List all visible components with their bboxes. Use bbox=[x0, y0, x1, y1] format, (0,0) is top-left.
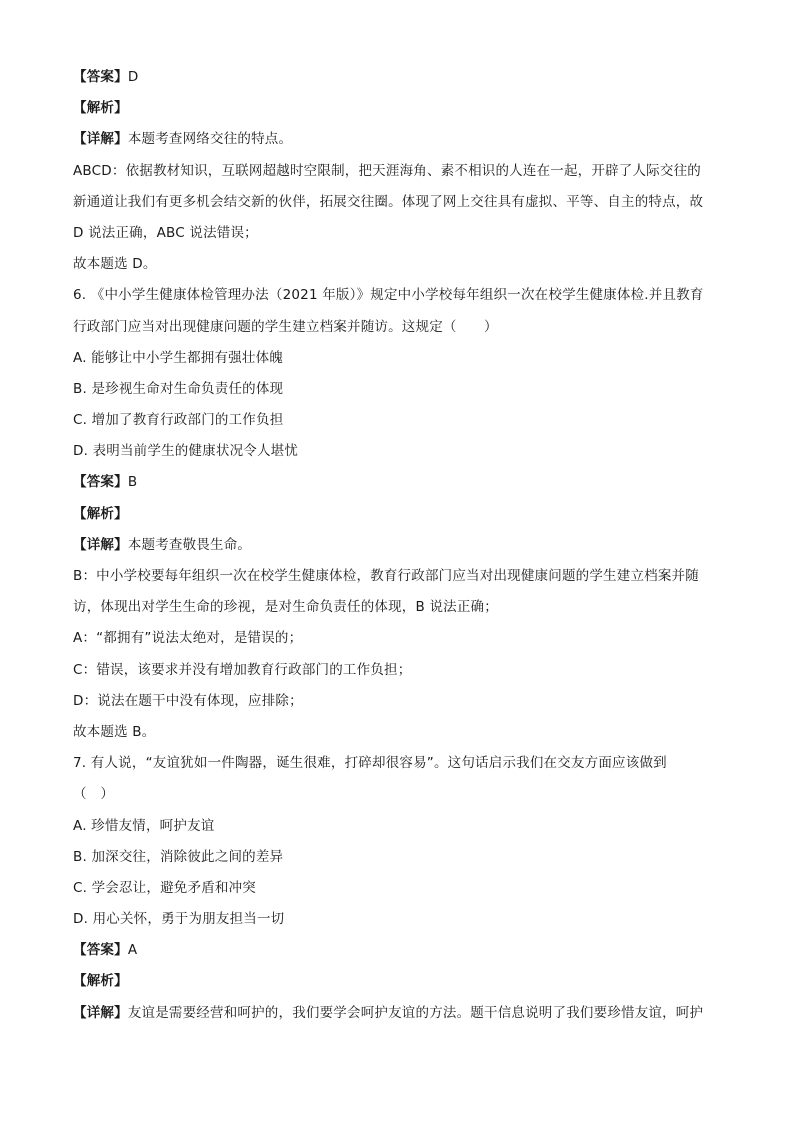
analysis-heading bbox=[73, 93, 723, 124]
answer-value: A bbox=[127, 942, 138, 959]
answer-value: B bbox=[127, 474, 138, 491]
explanation-line: B：中小学校要每年组织一次在校学生健康体检，教育行政部门应当对出现健康问题的学生建立档案并随 bbox=[73, 568, 699, 584]
answer-line bbox=[73, 467, 723, 498]
option-b: B. 是珍视生命对生命负责任的体现 bbox=[73, 380, 284, 397]
detail-tag: 【详解】 bbox=[73, 536, 128, 553]
answer-line bbox=[73, 62, 723, 93]
explanation-line: A：“都拥有”说法太绝对，是错误的； bbox=[73, 630, 303, 647]
explanation-line: ABCD：依据教材知识，互联网超越时空限制，把天涯海角、素不相识的人连在一起，开辟了人际交往的 bbox=[73, 162, 701, 179]
answer-tag: 【答案】 bbox=[73, 69, 128, 85]
detail-line bbox=[73, 998, 723, 1029]
analysis-heading bbox=[73, 499, 723, 530]
detail-line bbox=[73, 124, 723, 155]
option-a: A. 能够让中小学生都拥有强壮体魄 bbox=[73, 349, 283, 366]
option-b: B. 加深交往，消除彼此之间的差异 bbox=[73, 848, 284, 865]
answer-value: D bbox=[127, 69, 139, 85]
conclusion-line: 故本题选 D。 bbox=[73, 256, 157, 273]
detail-tag: 【详解】 bbox=[73, 131, 128, 148]
answer-tag: 【答案】 bbox=[73, 942, 128, 959]
option-a: A. 珍惜友情，呵护友谊 bbox=[73, 817, 215, 834]
question-stem: 6. 《中小学生健康体检管理办法（2021 年版）》规定中小学校每年组织一次在校学生健康体检.并且教育 bbox=[73, 287, 704, 304]
explanation-line: D：说法在题干中没有体现，应排除； bbox=[73, 692, 303, 709]
document-page bbox=[73, 62, 723, 1029]
detail-text: 本题考查敬畏生命。 bbox=[127, 536, 252, 553]
analysis-tag: 【解析】 bbox=[73, 100, 128, 117]
conclusion-line: 故本题选 B。 bbox=[73, 723, 156, 740]
option-c: C. 学会忍让，避免矛盾和冲突 bbox=[73, 879, 257, 896]
explanation-line: D 说法正确，ABC 说法错误； bbox=[73, 224, 258, 241]
analysis-tag: 【解析】 bbox=[73, 505, 128, 522]
option-c: C. 增加了教育行政部门的工作负担 bbox=[73, 412, 284, 429]
analysis-heading bbox=[73, 966, 723, 997]
answer-tag: 【答案】 bbox=[73, 474, 128, 491]
explanation-line: 访，体现出对学生生命的珍视，是对生命负责任的体现，B 说法正确； bbox=[73, 599, 498, 616]
question-blank: （ ） bbox=[73, 786, 115, 803]
question-stem: 7. 有人说，“友谊犹如一件陶器，诞生很难，打碎却很容易”。这句话启示我们在交友方面应该做到 bbox=[73, 755, 667, 772]
detail-line bbox=[73, 530, 723, 561]
detail-tag: 【详解】 bbox=[73, 1004, 128, 1021]
detail-text: 友谊是需要经营和呵护的，我们要学会呵护友谊的方法。题干信息说明了我们要珍惜友谊，呵护 bbox=[127, 1004, 704, 1021]
answer-line bbox=[73, 935, 723, 966]
detail-text: 本题考查网络交往的特点。 bbox=[127, 131, 293, 148]
analysis-tag: 【解析】 bbox=[73, 973, 128, 990]
question-stem: 行政部门应当对出现健康问题的学生建立档案并随访。这规定（ ） bbox=[73, 318, 498, 335]
option-d: D. 用心关怀，勇于为朋友担当一切 bbox=[73, 911, 285, 928]
option-d: D. 表明当前学生的健康状况令人堪忧 bbox=[73, 443, 299, 460]
explanation-line: C：错误，该要求并没有增加教育行政部门的工作负担； bbox=[73, 661, 412, 678]
explanation-line: 新通道让我们有更多机会结交新的伙伴，拓展交往圈。体现了网上交往具有虚拟、平等、自主的特点，故 bbox=[73, 193, 704, 210]
